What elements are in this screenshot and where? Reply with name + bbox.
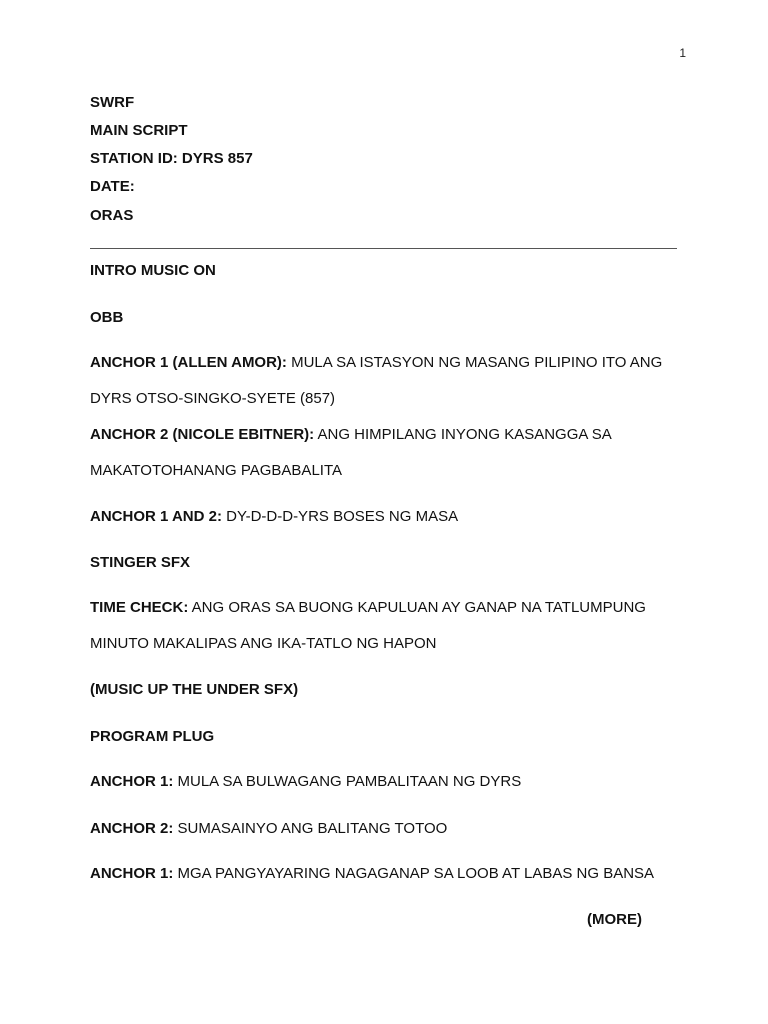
timecheck-text: ANG ORAS SA BUONG KAPULUAN AY GANAP NA TATLUMPUNG [188,599,646,616]
anchor1-intro-label: ANCHOR 1 (ALLEN AMOR): [90,354,287,371]
horizontal-rule [90,248,677,249]
more-marker: (MORE) [587,911,642,928]
anchor1-label-a: ANCHOR 1: [90,773,174,790]
anchor12-label: ANCHOR 1 AND 2: [90,508,222,525]
anchor2-text-a: SUMASAINYO ANG BALITANG TOTOO [173,820,448,837]
program-plug-cue: PROGRAM PLUG [90,728,215,745]
anchor2-intro-continuation: MAKATOTOHANANG PAGBABALITA [90,462,343,479]
anchor1-line-b [90,865,654,883]
intro-music-cue: INTRO MUSIC ON [90,262,216,279]
anchor12-text: DY-D-D-D-YRS BOSES NG MASA [221,508,459,525]
timecheck-line [90,599,646,617]
stinger-cue: STINGER SFX [90,554,191,571]
anchor1-intro-line [90,354,662,372]
header-line-1: SWRF [90,94,135,111]
anchor1-text-b: MGA PANGYAYARING NAGAGANAP SA LOOB AT LABAS NG BANSA [173,865,655,882]
music-up-cue: (MUSIC UP THE UNDER SFX) [90,681,299,698]
header-line-4: DATE: [90,178,135,195]
anchor1-intro-continuation: DYRS OTSO-SINGKO-SYETE (857) [90,390,336,407]
anchor2-intro-label: ANCHOR 2 (NICOLE EBITNER): [90,426,315,443]
anchor2-line-a [90,820,447,838]
anchor1-text-a: MULA SA BULWAGANG PAMBALITAAN NG DYRS [173,773,522,790]
timecheck-label: TIME CHECK: [90,599,189,616]
header-line-3: STATION ID: DYRS 857 [90,150,253,167]
obb-cue: OBB [90,309,124,326]
anchor2-label-a: ANCHOR 2: [90,820,174,837]
anchor1-line-a [90,773,521,791]
header-line-5: ORAS [90,207,134,224]
anchor12-line [90,508,458,526]
anchor1-intro-text: MULA SA ISTASYON NG MASANG PILIPINO ITO ANG [286,354,663,371]
anchor2-intro-line [90,426,612,444]
header-line-2: MAIN SCRIPT [90,122,188,139]
anchor1-label-b: ANCHOR 1: [90,865,174,882]
anchor2-intro-text: ANG HIMPILANG INYONG KASANGGA SA [314,426,612,443]
page-number: 1 [679,46,686,60]
timecheck-continuation: MINUTO MAKALIPAS ANG IKA-TATLO NG HAPON [90,635,437,652]
